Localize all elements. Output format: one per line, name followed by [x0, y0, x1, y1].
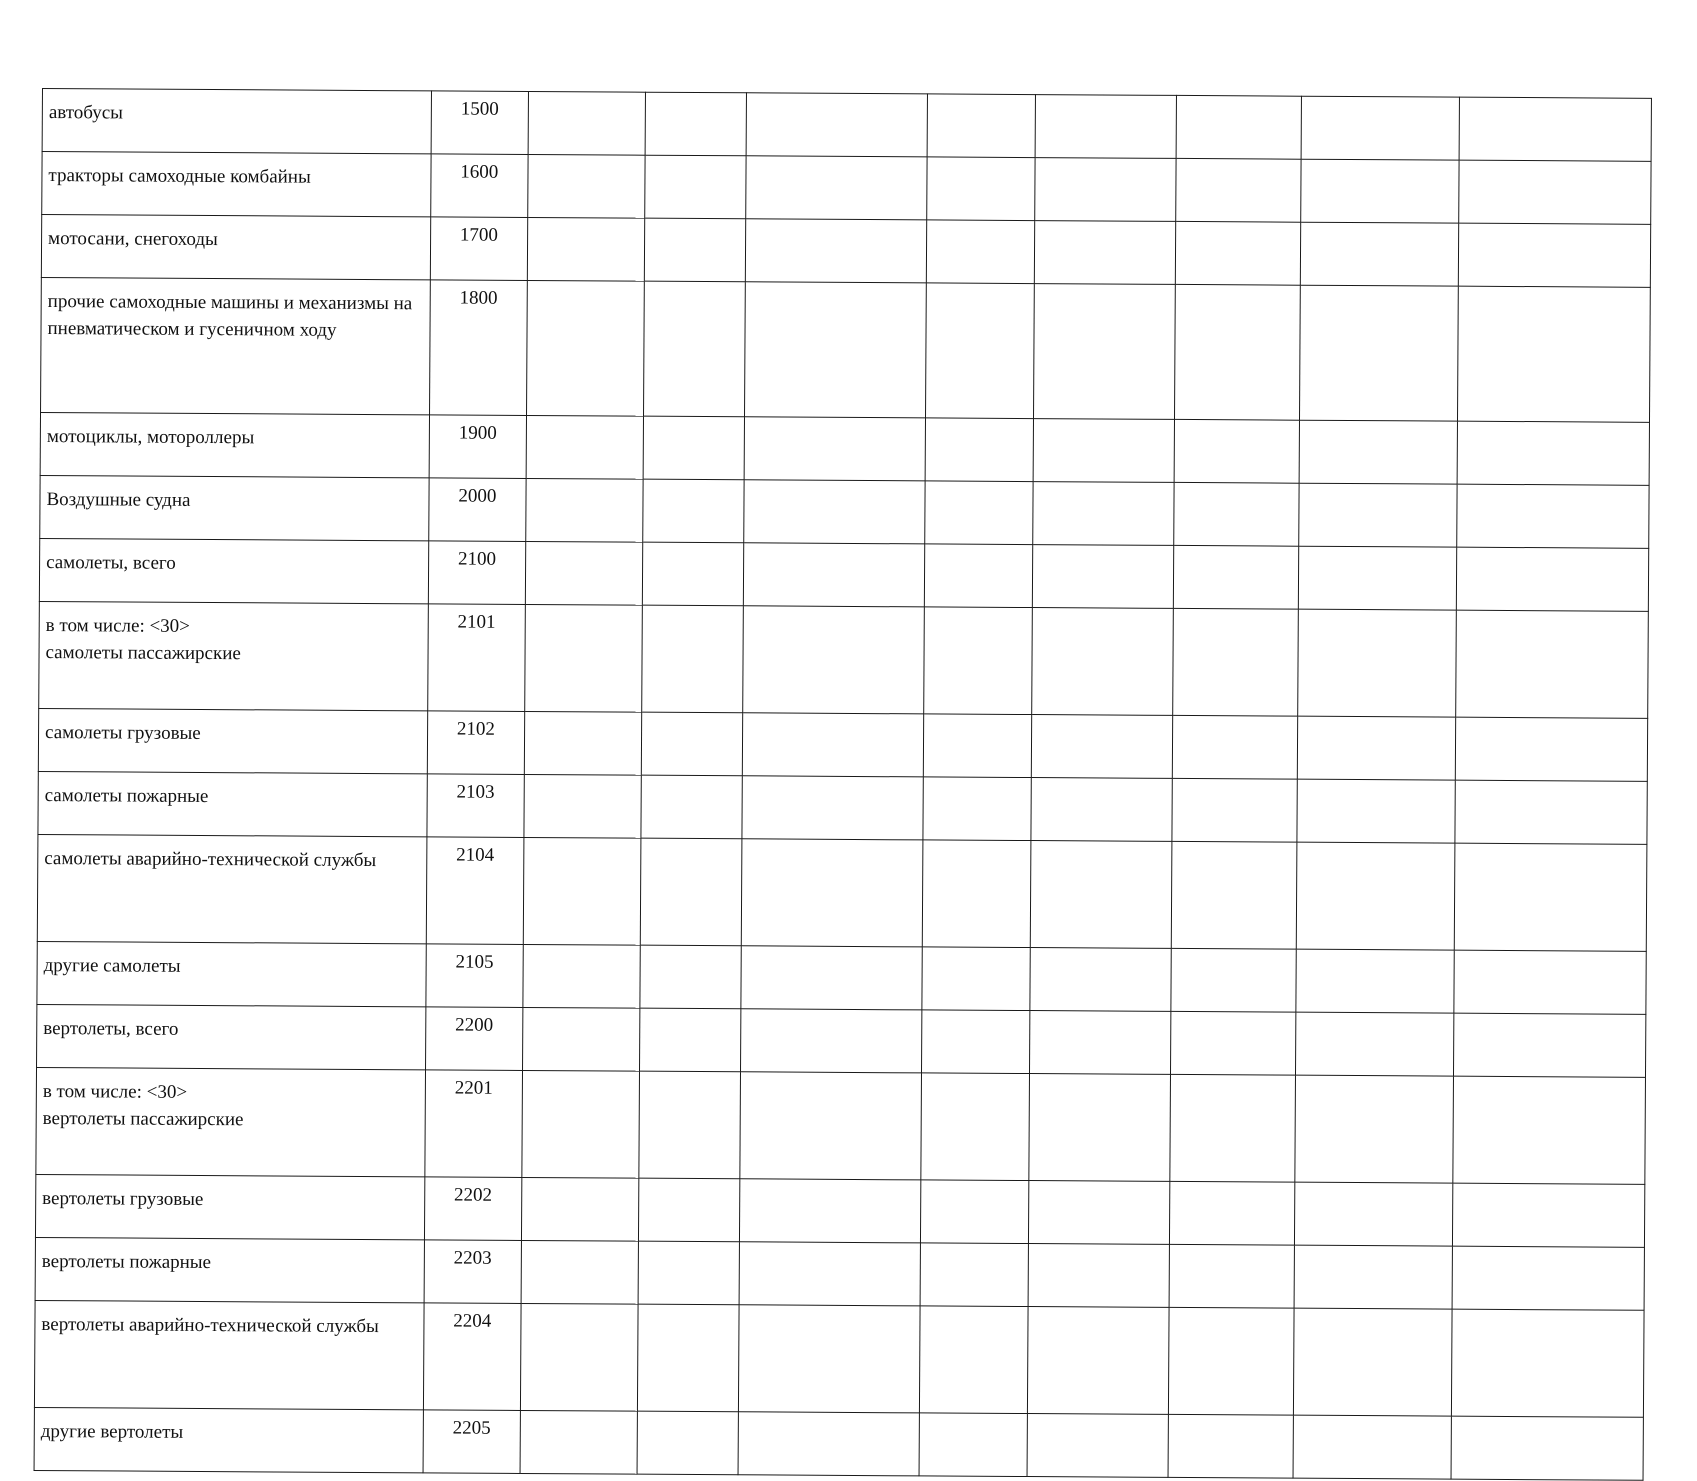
row-label: тракторы самоходные комбайны [42, 152, 431, 217]
empty-cell [1034, 419, 1175, 483]
row-code: 2201 [425, 1070, 523, 1178]
table-row [36, 1067, 1646, 1184]
empty-cell [1452, 1183, 1645, 1247]
empty-cell [1030, 1011, 1171, 1075]
empty-cell [1301, 96, 1459, 160]
empty-cell [921, 1180, 1029, 1244]
empty-cell [1171, 948, 1297, 1012]
empty-cell [1453, 1076, 1646, 1184]
row-label: автобусы [42, 89, 431, 154]
empty-cell [741, 839, 923, 947]
empty-cell [1293, 1415, 1451, 1479]
empty-cell [526, 280, 643, 416]
empty-cell [746, 93, 928, 157]
table-row [37, 834, 1647, 951]
empty-cell [746, 156, 928, 220]
row-label: прочие самоходные машины и механизмы на пневматическом и гусеничном ходу [41, 277, 431, 414]
row-label: самолеты пожарные [38, 771, 427, 836]
empty-cell [1168, 1307, 1294, 1415]
table-body [34, 89, 1651, 1481]
empty-cell [922, 1010, 1030, 1074]
empty-cell [742, 776, 924, 840]
empty-cell [924, 607, 1033, 715]
empty-cell [1036, 95, 1177, 159]
table-row [39, 601, 1649, 718]
row-label: Воздушные судна [40, 475, 429, 540]
empty-cell [738, 1305, 920, 1413]
table-row [34, 1300, 1644, 1417]
empty-cell [1299, 483, 1457, 547]
empty-cell [1032, 608, 1173, 716]
empty-cell [1299, 420, 1457, 484]
empty-cell [738, 1412, 920, 1476]
table-row [37, 1004, 1646, 1077]
empty-cell [528, 91, 645, 155]
row-code: 2102 [427, 711, 525, 775]
table-row [40, 412, 1649, 485]
empty-cell [520, 1410, 637, 1474]
empty-cell [745, 282, 927, 418]
empty-cell [922, 947, 1030, 1011]
empty-cell [640, 775, 742, 839]
empty-cell [1170, 1011, 1296, 1075]
empty-cell [1169, 1181, 1295, 1245]
empty-cell [923, 840, 1032, 948]
row-code: 2000 [428, 478, 526, 542]
empty-cell [1035, 221, 1176, 285]
empty-cell [1451, 1309, 1644, 1417]
empty-cell [1174, 419, 1300, 483]
empty-cell [638, 1071, 740, 1179]
empty-cell [927, 157, 1035, 221]
empty-cell [642, 479, 744, 543]
empty-cell [1454, 843, 1647, 951]
empty-cell [1456, 547, 1649, 611]
row-code: 2105 [426, 944, 524, 1008]
row-code: 2103 [427, 774, 525, 838]
empty-cell [639, 1008, 741, 1072]
row-label: мотоциклы, мотороллеры [40, 412, 429, 477]
table-row [42, 152, 1651, 225]
empty-cell [1293, 1308, 1451, 1416]
empty-cell [1173, 545, 1299, 609]
empty-cell [1297, 716, 1455, 780]
row-label: самолеты аварийно-технической службы [37, 834, 426, 943]
empty-cell [1295, 1075, 1453, 1183]
empty-cell [528, 154, 645, 218]
empty-cell [741, 946, 923, 1010]
empty-cell [1459, 97, 1652, 161]
empty-cell [1454, 950, 1647, 1014]
empty-cell [921, 1243, 1029, 1307]
empty-cell [521, 1240, 638, 1304]
row-label: самолеты, всего [39, 538, 428, 603]
row-label: вертолеты пожарные [35, 1237, 424, 1302]
empty-cell [642, 542, 744, 606]
empty-cell [638, 1241, 740, 1305]
empty-cell [1035, 158, 1176, 222]
empty-cell [921, 1073, 1030, 1181]
empty-cell [1457, 286, 1650, 422]
empty-cell [525, 604, 642, 712]
row-code: 2203 [424, 1240, 522, 1304]
empty-cell [1301, 159, 1459, 223]
empty-cell [1171, 841, 1297, 949]
empty-cell [1453, 1013, 1646, 1077]
table-row [40, 475, 1649, 548]
row-label: вертолеты аварийно-технической службы [34, 1300, 423, 1409]
empty-cell [1298, 609, 1456, 717]
row-code: 2101 [427, 604, 525, 712]
empty-cell [527, 217, 644, 281]
empty-cell [521, 1177, 638, 1241]
row-code: 2104 [426, 837, 524, 945]
empty-cell [643, 281, 745, 417]
empty-cell [522, 1070, 639, 1178]
empty-cell [1168, 1414, 1294, 1478]
empty-cell [1300, 222, 1458, 286]
empty-cell [638, 1178, 740, 1242]
empty-cell [920, 1306, 1029, 1414]
empty-cell [1032, 715, 1173, 779]
empty-cell [1174, 284, 1300, 420]
empty-cell [1029, 1074, 1170, 1182]
empty-cell [743, 543, 925, 607]
row-label: мотосани, снегоходы [41, 215, 430, 280]
empty-cell [1300, 285, 1458, 421]
table-row [38, 771, 1647, 844]
empty-cell [1034, 284, 1175, 420]
empty-cell [1295, 1182, 1453, 1246]
empty-cell [639, 945, 741, 1009]
empty-cell [744, 480, 926, 544]
empty-cell [743, 606, 925, 714]
empty-cell [1458, 160, 1651, 224]
empty-cell [1296, 949, 1454, 1013]
row-code: 1600 [430, 154, 528, 218]
empty-cell [1175, 221, 1301, 285]
table-row [35, 1237, 1644, 1310]
empty-cell [1173, 608, 1299, 716]
empty-cell [1030, 948, 1171, 1012]
table-row [42, 89, 1651, 162]
empty-cell [925, 544, 1033, 608]
empty-cell [739, 1242, 921, 1306]
empty-cell [1176, 158, 1302, 222]
empty-cell [1455, 780, 1648, 844]
empty-cell [924, 714, 1032, 778]
table-row [39, 538, 1648, 611]
empty-cell [1172, 715, 1298, 779]
empty-cell [744, 417, 926, 481]
empty-cell [1457, 421, 1650, 485]
empty-cell [641, 605, 743, 713]
table-row [34, 1407, 1643, 1480]
empty-cell [1294, 1245, 1452, 1309]
row-code: 2205 [423, 1410, 521, 1474]
empty-cell [640, 838, 742, 946]
empty-cell [1297, 779, 1455, 843]
empty-cell [1169, 1244, 1295, 1308]
empty-cell [923, 777, 1031, 841]
empty-cell [926, 418, 1034, 482]
empty-cell [1174, 482, 1300, 546]
table-row [41, 215, 1650, 288]
row-label: вертолеты грузовые [35, 1174, 424, 1239]
empty-cell [1451, 1416, 1644, 1480]
empty-cell [1456, 484, 1649, 548]
empty-cell [523, 944, 640, 1008]
empty-cell [644, 155, 746, 219]
row-label: другие самолеты [37, 941, 426, 1006]
empty-cell [745, 219, 927, 283]
row-code: 1500 [431, 91, 529, 155]
row-label: вертолеты, всего [37, 1004, 426, 1069]
row-label: самолеты грузовые [38, 708, 427, 773]
empty-cell [643, 416, 745, 480]
empty-cell [742, 713, 924, 777]
empty-cell [928, 94, 1036, 158]
row-code: 2204 [423, 1303, 521, 1411]
empty-cell [1296, 842, 1454, 950]
empty-cell [1452, 1246, 1645, 1310]
empty-cell [1031, 841, 1172, 949]
empty-cell [1170, 1074, 1296, 1182]
empty-cell [740, 1072, 922, 1180]
vehicle-report-table [34, 88, 1652, 1481]
empty-cell [525, 541, 642, 605]
row-code: 1800 [429, 280, 527, 416]
empty-cell [920, 1413, 1028, 1477]
table-row [35, 1174, 1644, 1247]
empty-cell [645, 92, 747, 156]
row-code: 2100 [428, 541, 526, 605]
empty-cell [1455, 610, 1648, 718]
empty-cell [526, 478, 643, 542]
row-code: 2202 [424, 1177, 522, 1241]
empty-cell [523, 837, 640, 945]
empty-cell [1033, 545, 1174, 609]
empty-cell [926, 283, 1035, 419]
empty-cell [637, 1411, 739, 1475]
empty-cell [1455, 717, 1648, 781]
empty-cell [740, 1179, 922, 1243]
row-code: 2200 [425, 1007, 523, 1071]
table-row [38, 708, 1647, 781]
row-code: 1700 [430, 217, 528, 281]
empty-cell [1028, 1307, 1169, 1415]
row-label: в том числе: <30> вертолеты пассажирские [36, 1067, 425, 1176]
empty-cell [927, 220, 1035, 284]
empty-cell [741, 1009, 923, 1073]
empty-cell [641, 712, 743, 776]
empty-cell [526, 415, 643, 479]
empty-cell [1027, 1414, 1168, 1478]
empty-cell [925, 481, 1033, 545]
empty-cell [1458, 223, 1651, 287]
empty-cell [1029, 1244, 1170, 1308]
empty-cell [644, 218, 746, 282]
row-label: в том числе: <30> самолеты пассажирские [39, 601, 428, 710]
empty-cell [524, 774, 641, 838]
empty-cell [520, 1303, 637, 1411]
empty-cell [1029, 1181, 1170, 1245]
empty-cell [524, 711, 641, 775]
row-code: 1900 [429, 415, 527, 479]
empty-cell [1296, 1012, 1454, 1076]
empty-cell [1172, 778, 1298, 842]
table-row [41, 277, 1651, 422]
empty-cell [1031, 778, 1172, 842]
empty-cell [1033, 482, 1174, 546]
row-label: другие вертолеты [34, 1407, 423, 1472]
empty-cell [1298, 546, 1456, 610]
table-row [37, 941, 1646, 1014]
empty-cell [522, 1007, 639, 1071]
empty-cell [637, 1304, 739, 1412]
empty-cell [1176, 95, 1302, 159]
